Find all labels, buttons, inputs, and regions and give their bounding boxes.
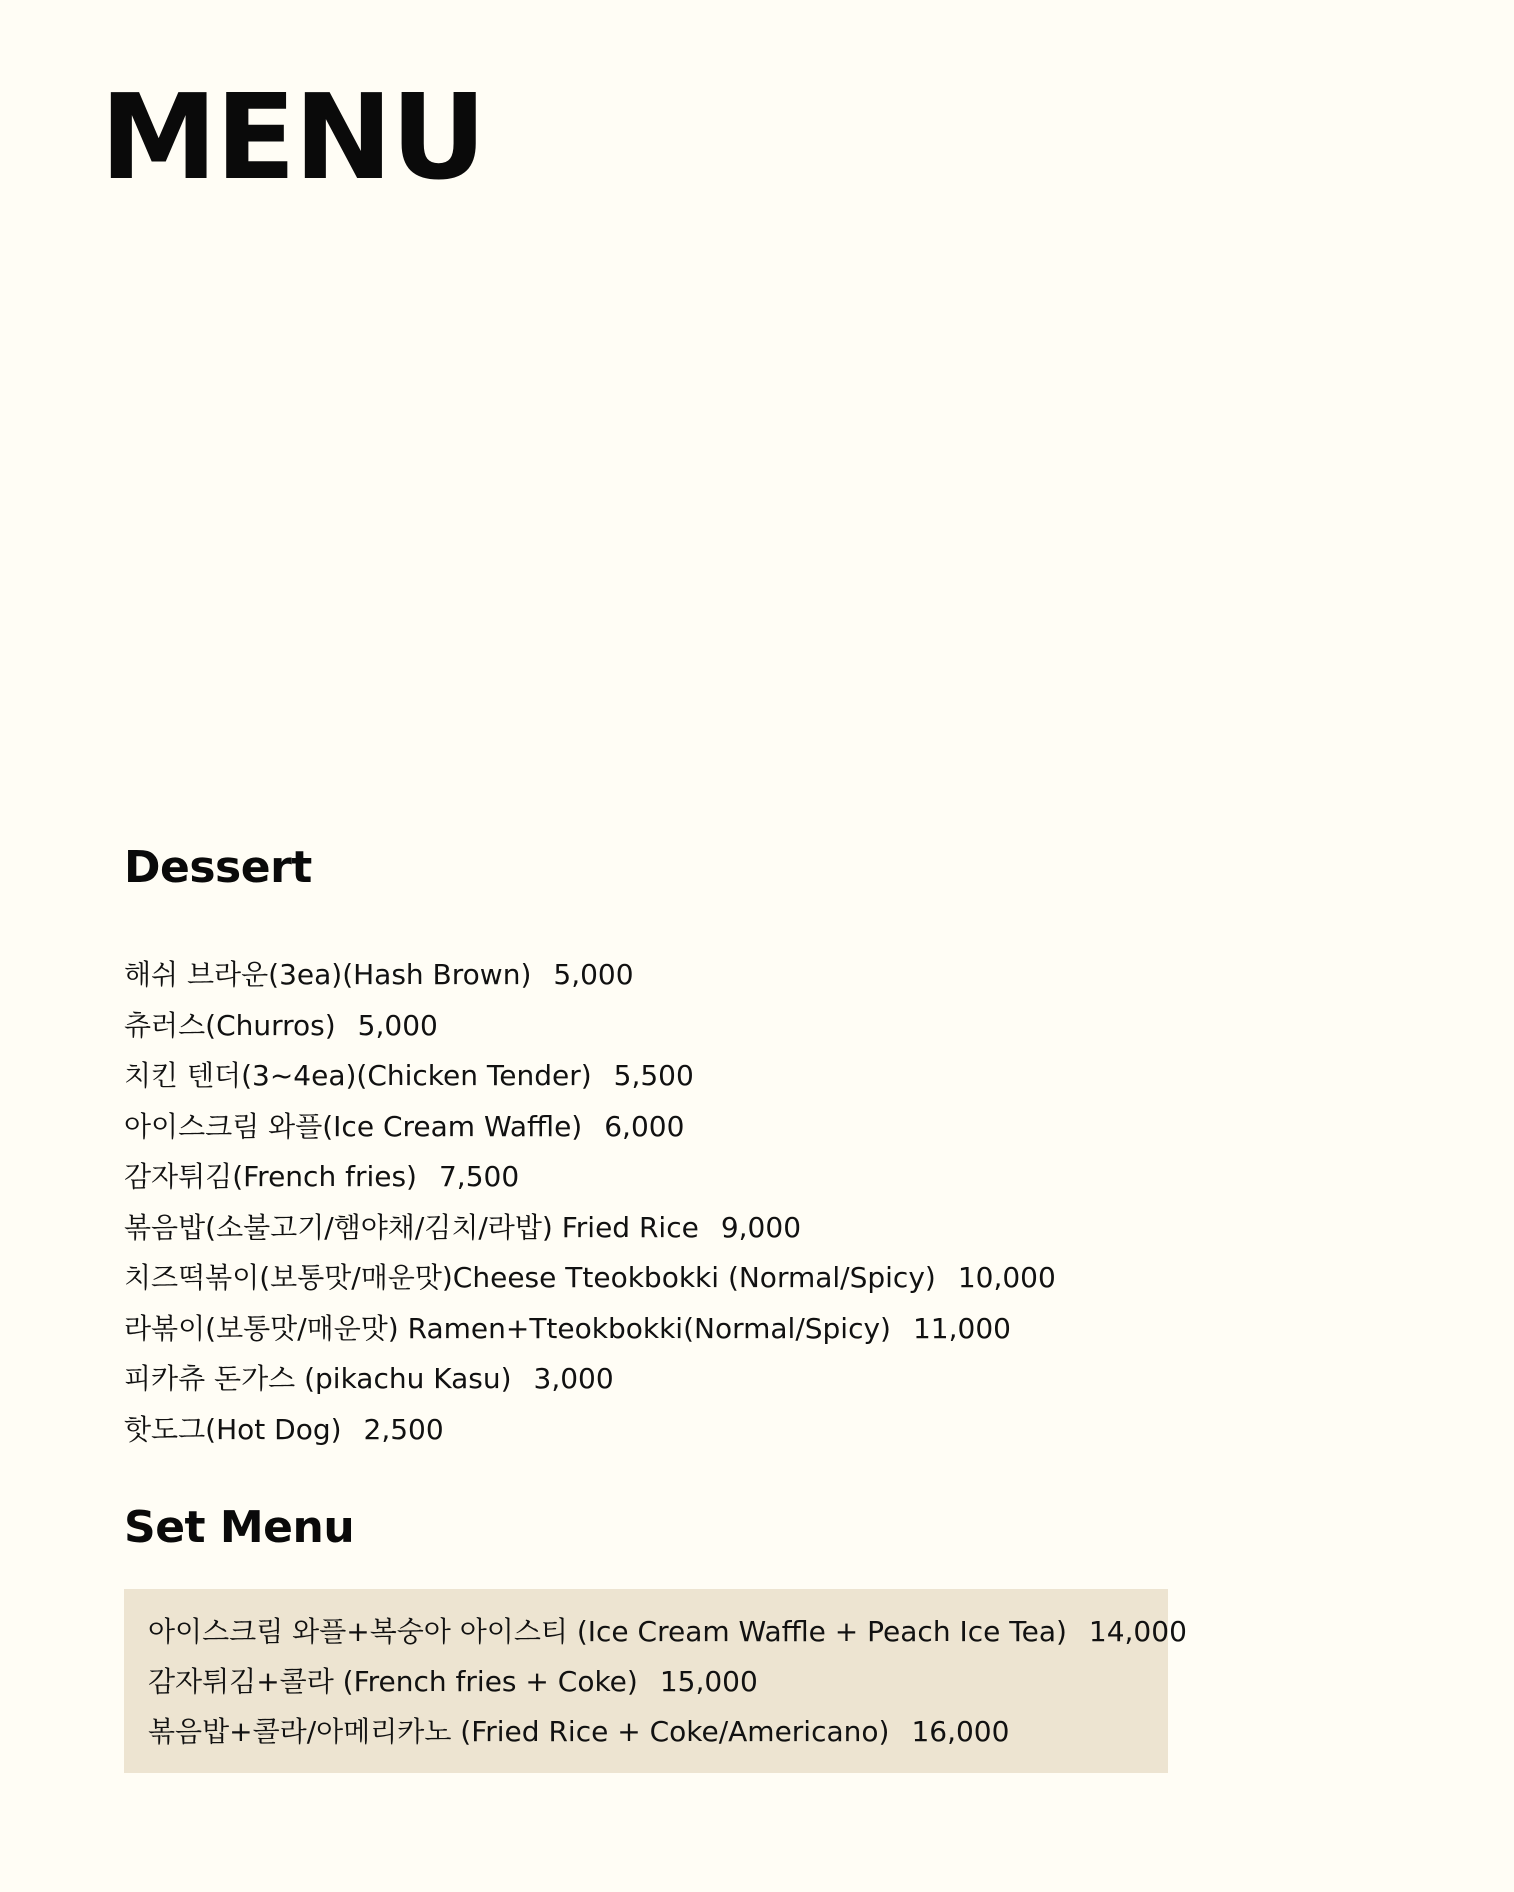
set-menu-section-title: Set Menu [124, 1502, 355, 1553]
set-menu-item-price: 14,000 [1088, 1615, 1187, 1648]
menu-item-name: 츄러스(Churros) [124, 1008, 336, 1042]
menu-item [124, 1001, 1424, 1052]
menu-item-name: 아이스크림 와플(Ice Cream Waffle) [124, 1109, 583, 1143]
menu-item-name: 해쉬 브라운(3ea)(Hash Brown) [124, 958, 532, 991]
menu-item [124, 1354, 1424, 1405]
menu-item [124, 1405, 1424, 1456]
menu-item-price: 6,000 [604, 1109, 685, 1143]
menu-item-price: 5,000 [357, 1008, 438, 1042]
menu-item-name: 볶음밥(소불고기/햄야채/김치/라밥) Fried Rice [124, 1210, 699, 1244]
set-menu-item-name: 아이스크림 와플+복숭아 아이스티 (Ice Cream Waffle + Peach Ice Tea) [148, 1615, 1067, 1648]
menu-item-price: 5,500 [613, 1059, 694, 1092]
menu-item-price: 7,500 [438, 1160, 520, 1193]
set-menu-item [148, 1607, 1187, 1657]
menu-item-name: 핫도그(Hot Dog) [124, 1412, 342, 1446]
set-menu-list [148, 1607, 1187, 1757]
menu-item-price: 5,000 [553, 958, 634, 991]
menu-item [124, 1051, 1424, 1102]
menu-item-name: 치즈떡볶이(보통맛/매운맛)Cheese Tteokbokki (Normal/Spicy) [124, 1261, 936, 1294]
set-menu-item [148, 1707, 1168, 1757]
menu-item-price: 2,500 [363, 1412, 444, 1446]
menu-item-name: 치킨 텐더(3~4ea)(Chicken Tender) [124, 1059, 592, 1092]
dessert-section-title: Dessert [124, 842, 312, 893]
menu-item-name: 감자튀김(French fries) [124, 1160, 417, 1193]
menu-item [124, 1152, 1424, 1203]
menu-item [124, 1102, 1424, 1153]
menu-item [124, 1203, 1424, 1254]
menu-item [124, 1304, 1424, 1355]
menu-item [124, 950, 1424, 1001]
set-menu-item-price: 15,000 [659, 1665, 758, 1698]
menu-item [124, 1253, 1424, 1304]
set-menu-item-name: 볶음밥+콜라/아메리카노 (Fried Rice + Coke/Americano) [148, 1715, 890, 1748]
set-menu-item-name: 감자튀김+콜라 (French fries + Coke) [148, 1665, 638, 1698]
menu-item-name: 피카츄 돈가스 (pikachu Kasu) [124, 1362, 512, 1395]
set-menu-item [148, 1657, 1168, 1707]
menu-item-price: 3,000 [533, 1362, 614, 1395]
menu-item-price: 10,000 [957, 1261, 1056, 1294]
menu-item-price: 11,000 [912, 1311, 1011, 1345]
dessert-list [124, 950, 1424, 1455]
menu-item-price: 9,000 [720, 1210, 802, 1244]
menu-item-name: 라볶이(보통맛/매운맛) Ramen+Tteokbokki(Normal/Spicy) [124, 1311, 891, 1345]
set-menu-item-price: 16,000 [911, 1715, 1010, 1748]
page-title: MENU [100, 68, 485, 206]
set-menu-box [124, 1589, 1187, 1773]
